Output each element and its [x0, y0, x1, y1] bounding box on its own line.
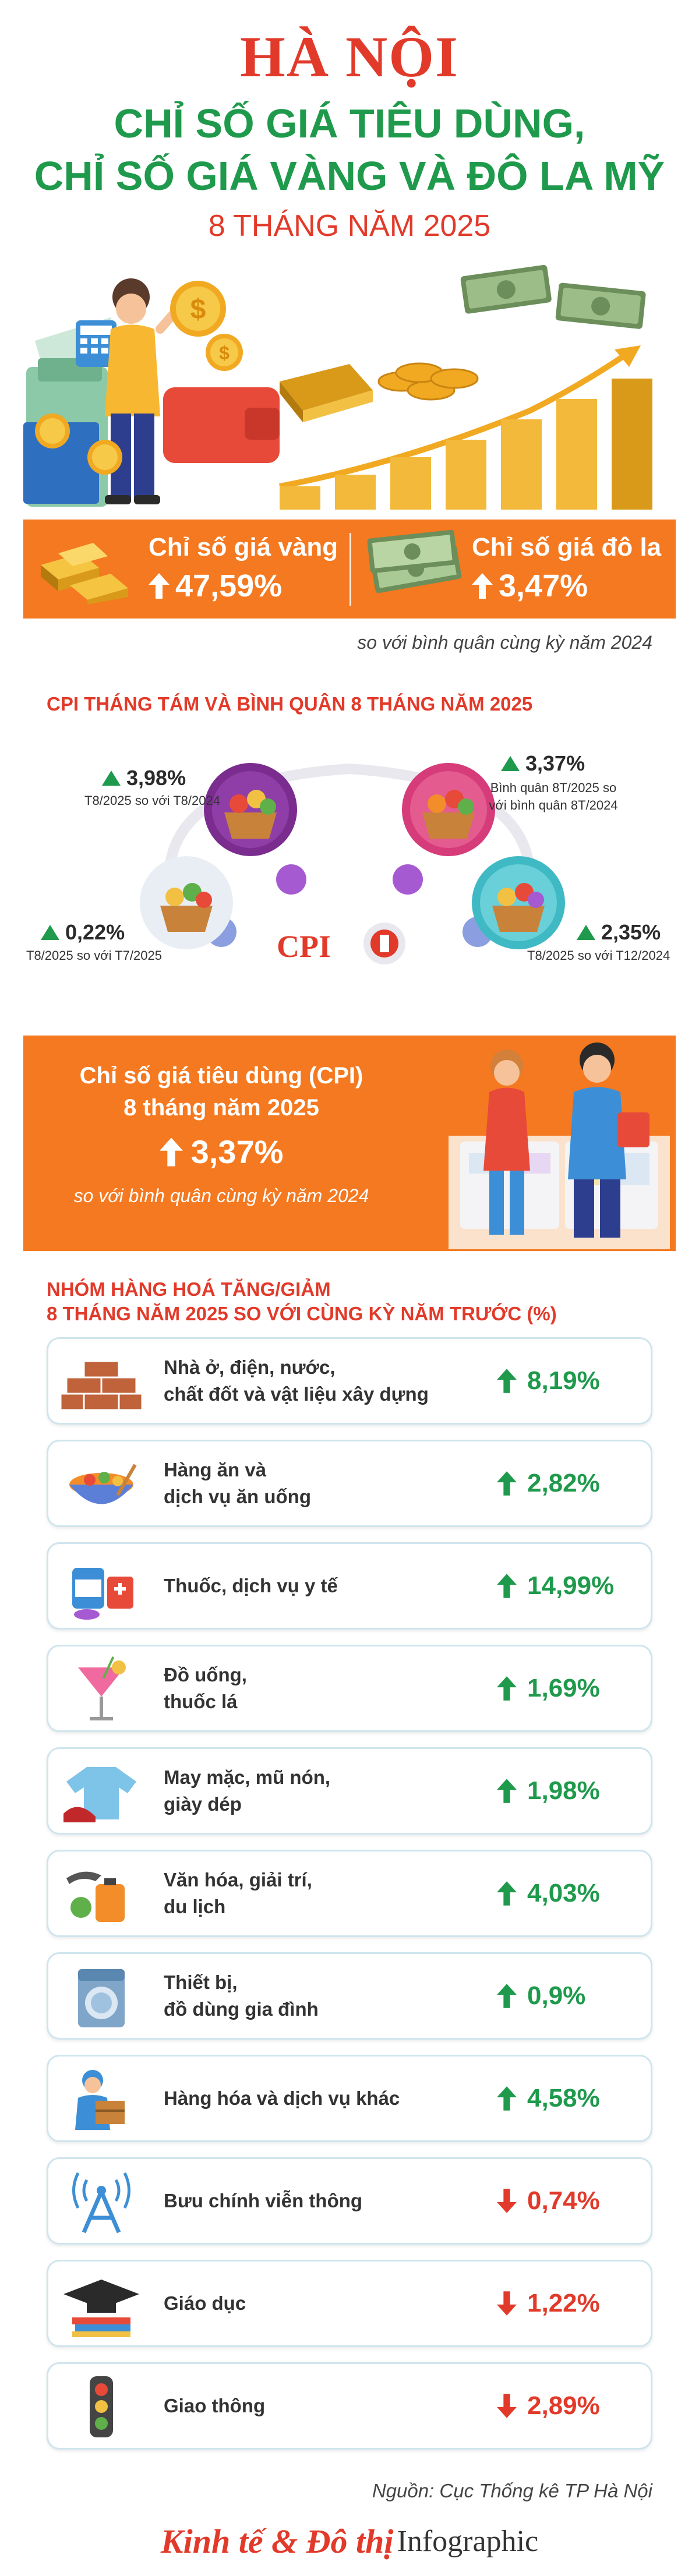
page-period: 8 THÁNG NĂM 2025 — [208, 209, 491, 243]
page-subtitle-line1: CHỈ SỐ GIÁ TIÊU DÙNG, — [114, 101, 585, 146]
finance-illustration — [280, 265, 652, 510]
arrow-up-icon — [497, 1574, 517, 1598]
up-triangle-icon — [41, 925, 59, 940]
cpi-stat-value-3: 0,22% — [41, 920, 125, 945]
brand-logo — [0, 2522, 699, 2561]
traffic-light-icon — [58, 2373, 145, 2442]
basket-icon-3 — [140, 856, 233, 949]
group-row-number: 0,9% — [527, 1981, 586, 2010]
arrow-up-icon — [497, 1369, 517, 1393]
basket-icon-4 — [472, 856, 565, 949]
basket-icon-2 — [402, 763, 495, 856]
group-row-number: 4,58% — [527, 2084, 600, 2112]
group-row-label: Hàng hóa và dịch vụ khác — [164, 2087, 400, 2109]
group-row-value — [497, 1954, 648, 2038]
group-row-label: Văn hóa, giải trí, du lịch — [164, 1869, 312, 1917]
arrow-up-icon — [497, 1881, 517, 1906]
group-row — [47, 2362, 652, 2450]
cpi-stat-value-1: 3,98% — [102, 766, 186, 790]
svg-text:$: $ — [219, 342, 230, 363]
arrow-down-icon — [497, 2291, 517, 2316]
group-row — [47, 2157, 652, 2245]
svg-text:$: $ — [190, 294, 206, 325]
group-row-label: Giao thông — [164, 2395, 266, 2417]
arrow-up-icon — [497, 1779, 517, 1803]
group-row-number: 2,89% — [527, 2391, 600, 2420]
cpi-stat-value-4: 2,35% — [577, 920, 661, 945]
cpi-section-title: CPI THÁNG TÁM VÀ BÌNH QUÂN 8 THÁNG NĂM 2025 — [47, 693, 533, 715]
group-row — [47, 1952, 652, 2040]
source-note: Nguồn: Cục Thống kê TP Hà Nội — [372, 2480, 652, 2501]
cpi-stat-label-3: T8/2025 so với T7/2025 — [26, 948, 162, 963]
group-row-label: Nhà ở, điện, nước, chất đốt và vật liệu xây dựng — [164, 1356, 429, 1405]
up-triangle-icon — [577, 925, 595, 940]
group-row-value — [497, 1749, 648, 1833]
group-row-label: Hàng ăn và dịch vụ ăn uống — [164, 1459, 311, 1507]
cpi-stat-label-4: T8/2025 so với T12/2024 — [527, 948, 670, 963]
group-row-value — [497, 1851, 648, 1935]
up-triangle-icon — [102, 771, 121, 786]
medicine-icon — [58, 1553, 145, 1622]
group-row — [47, 2055, 652, 2142]
arrow-up-icon — [497, 1471, 517, 1496]
group-row-value — [497, 1441, 648, 1525]
group-row-value — [497, 2056, 648, 2140]
group-row-number: 4,03% — [527, 1879, 600, 1907]
antenna-icon — [58, 2168, 145, 2237]
group-row — [47, 1747, 652, 1835]
group-row-label: Đồ uống, thuốc lá — [164, 1664, 247, 1712]
arrow-up-icon — [497, 1984, 517, 2008]
couple-shopping-illustration — [449, 1037, 670, 1249]
gold-index-number: 47,59% — [175, 568, 283, 603]
clothing-icon — [58, 1758, 145, 1827]
cpi-stat-value-2: 3,37% — [501, 751, 585, 776]
cpi-logo-text: CPI — [277, 929, 331, 964]
group-row — [47, 1440, 652, 1527]
group-row-number: 2,82% — [527, 1469, 600, 1497]
brand-name: Kinh tế & Đô thị — [160, 2522, 394, 2560]
group-row — [47, 1542, 652, 1630]
cpi-summary-value: 3,37% — [35, 1133, 408, 1171]
bricks-icon — [58, 1348, 145, 1417]
arrow-up-icon — [149, 573, 170, 599]
group-row-number: 1,22% — [527, 2289, 600, 2317]
dollar-index-number: 3,47% — [499, 568, 588, 603]
group-row-number: 1,98% — [527, 1776, 600, 1805]
arrow-up-icon — [497, 2086, 517, 2111]
groups-title-1: NHÓM HÀNG HOÁ TĂNG/GIẢM — [47, 1278, 331, 1300]
group-row-value — [497, 2159, 648, 2243]
group-row — [47, 1645, 652, 1732]
group-row-label: May mặc, mũ nón, giày dép — [164, 1766, 331, 1815]
graduation-icon — [58, 2271, 145, 2340]
money-stack-icon — [361, 527, 463, 612]
group-row-value — [497, 1544, 648, 1628]
dollar-index-label: Chỉ số giá đô la — [472, 533, 662, 561]
group-row-value — [497, 1646, 648, 1730]
groups-title-2: 8 THÁNG NĂM 2025 SO VỚI CÙNG KỲ NĂM TRƯỚC (%) — [47, 1303, 557, 1324]
group-row-number: 0,74% — [527, 2186, 600, 2215]
cpi-logo — [363, 923, 405, 964]
group-row-value — [497, 1339, 648, 1423]
arrow-down-icon — [497, 2394, 517, 2418]
dollar-index-value — [472, 568, 588, 604]
group-row-label: Thuốc, dịch vụ y tế — [164, 1575, 338, 1597]
hero-illustration — [23, 265, 676, 521]
page-subtitle-line2: CHỈ SỐ GIÁ VÀNG VÀ ĐÔ LA MỸ — [34, 153, 665, 199]
group-row-label: Thiết bị, đồ dùng gia đình — [164, 1971, 319, 2020]
brand-suffix: Infographic — [397, 2525, 539, 2558]
group-row-value — [497, 2261, 648, 2345]
cpi-summary-note: so với bình quân cùng kỳ năm 2024 — [73, 1185, 369, 1206]
group-row — [47, 1850, 652, 1937]
group-row-label: Giáo dục — [164, 2292, 246, 2314]
group-row-number: 1,69% — [527, 1674, 600, 1702]
up-triangle-icon — [501, 756, 520, 771]
page-title: HÀ NỘI — [240, 24, 459, 89]
group-row — [47, 1337, 652, 1425]
basket-icon-1 — [204, 763, 297, 856]
cocktail-icon — [58, 1656, 145, 1725]
cpi-stat-label-1: T8/2025 so với T8/2024 — [84, 793, 220, 808]
group-row-label: Bưu chính viễn thông — [164, 2190, 363, 2212]
band-divider — [350, 533, 351, 606]
food-bowl-icon — [58, 1451, 145, 1520]
washing-machine-icon — [58, 1963, 145, 2032]
shopper-illustration — [23, 278, 280, 507]
group-row-number: 8,19% — [527, 1366, 600, 1395]
cpi-summary-title-1: Chỉ số giá tiêu dùng (CPI) — [79, 1063, 363, 1089]
arrow-up-icon — [472, 573, 493, 599]
arrow-up-icon — [160, 1137, 183, 1167]
group-row-value — [497, 2364, 648, 2448]
group-row-number: 14,99% — [527, 1571, 615, 1600]
gold-index-label: Chỉ số giá vàng — [149, 533, 338, 561]
gold-dollar-note: so với bình quân cùng kỳ năm 2024 — [357, 632, 652, 653]
delivery-icon — [58, 2066, 145, 2135]
cpi-summary-title-2: 8 tháng năm 2025 — [123, 1095, 319, 1121]
group-row — [47, 2260, 652, 2347]
arrow-down-icon — [497, 2189, 517, 2213]
cpi-stat-label-2: Bình quân 8T/2025 so với bình quân 8T/2024 — [489, 780, 618, 812]
travel-icon — [58, 1861, 145, 1930]
arrow-up-icon — [497, 1676, 517, 1701]
gold-index-value — [149, 568, 282, 604]
gold-bars-icon — [35, 530, 134, 606]
